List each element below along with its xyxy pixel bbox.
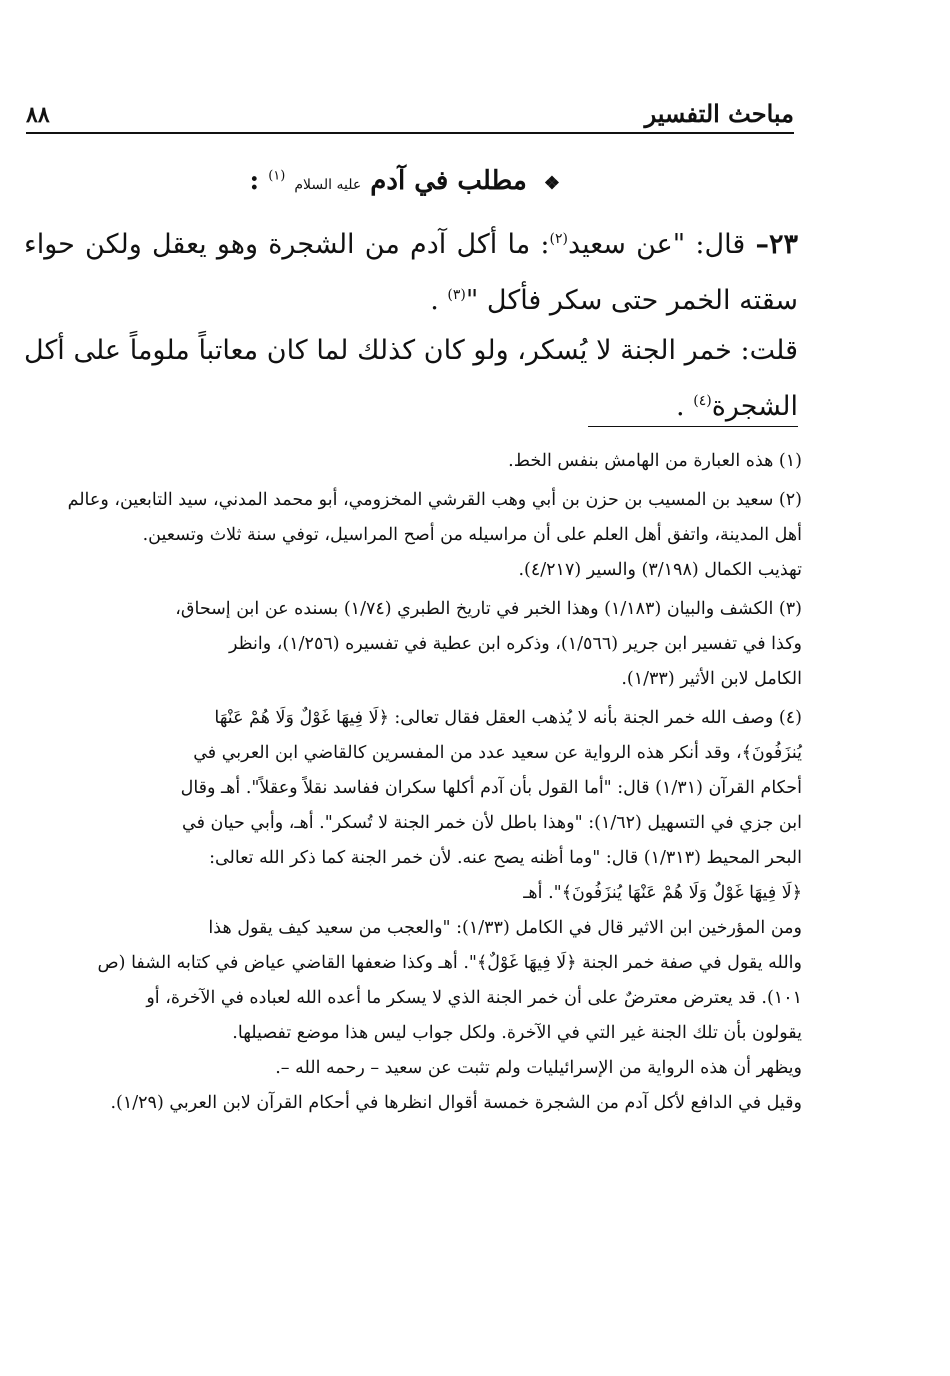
paragraph-text: : ما أكل آدم من الشجرة وهو يعقل ولكن حواء سقته الخمر حتى سكر فأكل " bbox=[24, 229, 798, 316]
main-text bbox=[24, 214, 798, 432]
honorific-mark: عليه السلام bbox=[294, 177, 362, 193]
footnote-ref-3: (٣) bbox=[447, 287, 466, 303]
footnote-line: (٢) سعيد بن المسيب بن حزن بن أبي وهب القرشي المخزومي، أبو محمد المدني، سيد التابعين، وعالم bbox=[67, 490, 802, 510]
footnote-line: وقيل في الدافع لأكل آدم من الشجرة خمسة أقوال انظرها في أحكام القرآن لابن العربي (١/٢٩). bbox=[110, 1093, 802, 1113]
paragraph-text: قال: "عن سعيد bbox=[567, 229, 746, 260]
footnote-line: وكذا في تفسير ابن جرير (١/٥٦٦)، وذكره ابن عطية في تفسيره (١/٢٥٦)، وانظر bbox=[229, 634, 802, 654]
footnote-ref-4: (٤) bbox=[693, 393, 712, 409]
footnote-line: ١٠١). قد يعترض معترضٌ على أن خمر الجنة الذي لا يسكر ما أعده الله لعباده في الآخرة، أو bbox=[146, 988, 802, 1008]
paragraph-23 bbox=[24, 214, 798, 326]
paragraph-comment bbox=[24, 326, 798, 432]
footnote-line: ومن المؤرخين ابن الاثير قال في الكامل (١/٣٣): "والعجب من سعيد كيف يقول هذا bbox=[208, 918, 802, 938]
footnotes bbox=[24, 444, 802, 1121]
footnote-line: تهذيب الكمال (٣/١٩٨) والسير (٤/٢١٧). bbox=[518, 560, 802, 580]
section-heading bbox=[230, 166, 560, 206]
footnote-line: (١) هذه العبارة من الهامش بنفس الخط. bbox=[508, 451, 802, 471]
footnote-ref-2: (٢) bbox=[549, 231, 568, 247]
footnote-line: (٤) وصف الله خمر الجنة بأنه لا يُذهب العقل فقال تعالى: ﴿لَا فِيهَا غَوْلٌ وَلَا هُمْ عَنْهَا bbox=[214, 708, 802, 728]
footnote-line: ابن جزي في التسهيل (١/٦٢): "وهذا باطل لأن خمر الجنة لا تُسكر". أهـ، وأبي حيان في bbox=[182, 813, 802, 833]
footnote-line: والله يقول في صفة خمر الجنة ﴿لَا فِيهَا غَوْلٌ﴾". أهـ وكذا ضعفها القاضي عياض في كتابه الشفا (ص bbox=[97, 953, 802, 973]
running-header bbox=[26, 92, 794, 134]
footnote-line: يقولون بأن تلك الجنة غير التي في الآخرة. ولكل جواب ليس هذا موضع تفصيلها. bbox=[232, 1023, 802, 1043]
heading-colon: : bbox=[249, 166, 260, 196]
footnote-ref-1: (١) bbox=[268, 168, 286, 184]
footnote-line: أحكام القرآن (١/٣١) قال: "أما القول بأن آدم أكلها سكران ففاسد نقلاً وعقلاً". أهـ وقال bbox=[180, 778, 802, 798]
footnote-line: أهل المدينة، واتفق أهل العلم على أن مراسيله من أصح المراسيل، توفي سنة ثلاث وتسعين. bbox=[142, 525, 802, 545]
section-heading-text: مطلب في آدم bbox=[370, 166, 527, 196]
running-title: مباحث التفسير bbox=[644, 99, 794, 128]
footnote-line: الكامل لابن الأثير (١/٣٣). bbox=[621, 669, 802, 689]
paragraph-end: . bbox=[430, 285, 439, 316]
footnote-line: يُنزَفُونَ﴾، وقد أنكر هذه الرواية عن سعيد عدد من المفسرين كالقاضي ابن العربي في bbox=[193, 743, 802, 763]
footnote-line: ﴿لَا فِيهَا غَوْلٌ وَلَا هُمْ عَنْهَا يُنزَفُونَ﴾". أهـ bbox=[523, 883, 802, 903]
paragraph-number: ٢٣– bbox=[755, 229, 798, 260]
footnote-line: (٣) الكشف والبيان (١/١٨٣) وهذا الخبر في تاريخ الطبري (١/٧٤) بسنده عن ابن إسحاق، bbox=[175, 599, 802, 619]
diamond-icon: ❖ bbox=[543, 173, 560, 194]
page-number: ٨٨ bbox=[26, 102, 50, 128]
footnote-divider bbox=[588, 426, 798, 427]
footnote-line: البحر المحيط (١/٣١٣) قال: "وما أظنه يصح عنه. لأن خمر الجنة كما ذكر الله تعالى: bbox=[209, 848, 802, 868]
paragraph-text: قلت: خمر الجنة لا يُسكر، ولو كان كذلك لما كان معاتباً ملوماً على أكل الشجرة bbox=[24, 335, 798, 422]
footnote-line: ويظهر أن هذه الرواية من الإسرائيليات ولم تثبت عن سعيد – رحمه الله –. bbox=[275, 1058, 802, 1078]
paragraph-end: . bbox=[676, 391, 685, 422]
